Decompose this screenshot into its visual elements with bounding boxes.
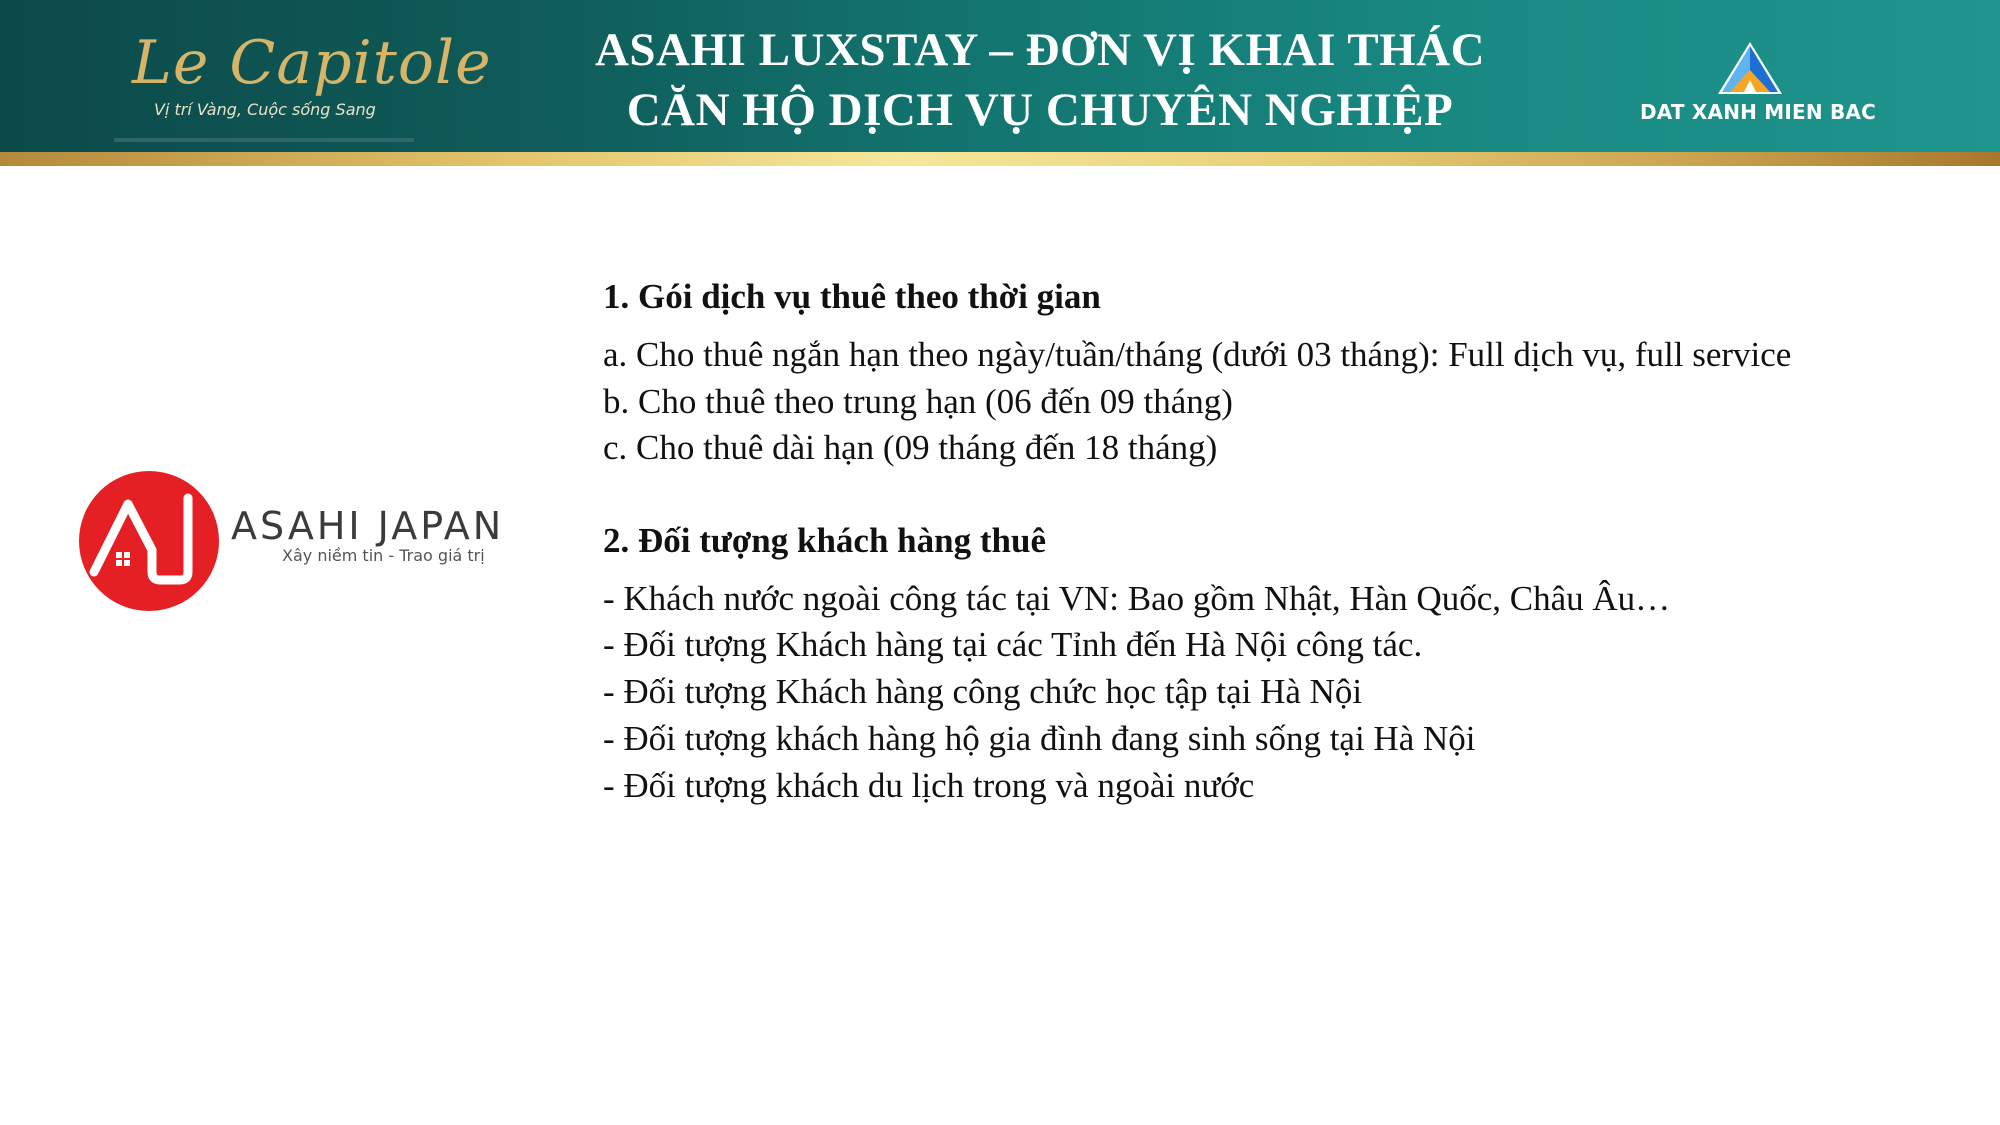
logo-underline	[114, 138, 414, 142]
list-item: - Khách nước ngoài công tác tại VN: Bao gồm Nhật, Hàn Quốc, Châu Âu…	[603, 578, 1671, 618]
section-heading: 1. Gói dịch vụ thuê theo thời gian	[603, 277, 1101, 316]
le-capitole-name: Le Capitole	[132, 28, 492, 98]
list-item: a. Cho thuê ngắn hạn theo ngày/tuần/tháng (dưới 03 tháng): Full dịch vụ, full service	[603, 335, 1792, 374]
page-title	[560, 20, 1520, 140]
section-heading: 2. Đối tượng khách hàng thuê	[603, 520, 1046, 560]
asahi-japan-name: ASAHI JAPAN	[231, 504, 505, 548]
list-item: - Đối tượng Khách hàng tại các Tỉnh đến Hà Nội công tác.	[603, 625, 1423, 665]
section-target-customers	[603, 516, 1973, 810]
list-item: c. Cho thuê dài hạn (09 tháng đến 18 tháng)	[603, 428, 1218, 467]
main-content	[603, 272, 1973, 809]
title-line-2: CĂN HỘ DỊCH VỤ CHUYÊN NGHIỆP	[626, 84, 1454, 136]
le-capitole-tagline: Vị trí Vàng, Cuộc sống Sang	[154, 100, 376, 119]
le-capitole-logo	[110, 22, 492, 147]
gold-divider	[0, 152, 2000, 166]
list-item: - Đối tượng khách du lịch trong và ngoài nước	[603, 765, 1255, 805]
dat-xanh-wordmark: DAT XANH MIEN BAC	[1640, 100, 1876, 124]
list-item: b. Cho thuê theo trung hạn (06 đến 09 tháng)	[603, 381, 1233, 421]
dat-xanh-logo	[1630, 40, 1876, 140]
asahi-japan-slogan: Xây niềm tin - Trao giá trị	[282, 546, 485, 565]
header-banner	[0, 0, 2000, 152]
asahi-japan-logo	[76, 468, 546, 614]
mountain-triangle-icon	[1716, 40, 1784, 96]
list-item: - Đối tượng khách hàng hộ gia đình đang sinh sống tại Hà Nội	[603, 718, 1476, 758]
list-item: - Đối tượng Khách hàng công chức học tập tại Hà Nội	[603, 672, 1363, 712]
asahi-house-icon	[76, 468, 222, 614]
title-line-1: ASAHI LUXSTAY – ĐƠN VỊ KHAI THÁC	[594, 24, 1486, 76]
section-service-packages	[603, 272, 1973, 472]
